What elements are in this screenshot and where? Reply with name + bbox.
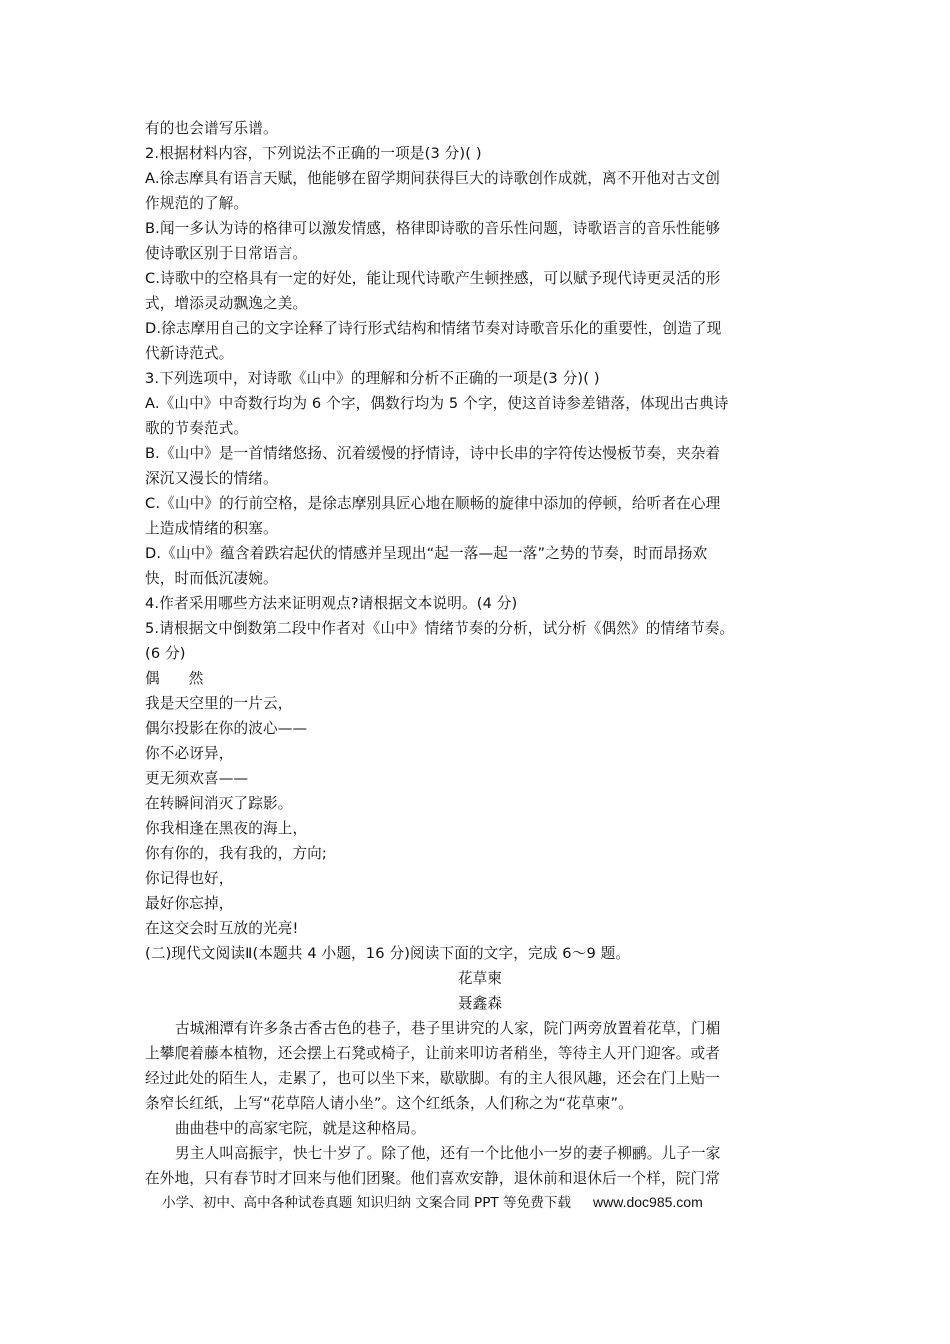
option-c-line: C.诗歌中的空格具有一定的好处，能让现代诗歌产生顿挫感，可以赋予现代诗更灵活的形 — [145, 270, 721, 287]
poem-title: 偶 然 — [145, 670, 204, 687]
option-c-line: C.《山中》的行前空格，是徐志摩别具匠心地在顺畅的旋律中添加的停顿，给听者在心理 — [145, 495, 721, 512]
section-heading: (二)现代文阅读Ⅱ(本题共 4 小题，16 分)阅读下面的文字，完成 6～9 题。 — [145, 945, 631, 962]
poem-line: 在转瞬间消灭了踪影。 — [145, 795, 293, 812]
option-b-line: B.闻一多认为诗的格律可以激发情感，格律即诗歌的音乐性问题，诗歌语言的音乐性能够 — [145, 220, 721, 237]
poem-line: 更无须欢喜—— — [145, 770, 249, 787]
option-a-line: A.徐志摩具有语言天赋，他能够在留学期间获得巨大的诗歌创作成就，离不开他对古文创 — [145, 170, 720, 187]
poem-line: 偶尔投影在你的波心—— — [145, 720, 308, 737]
option-d-line: 快，时而低沉凄婉。 — [145, 570, 278, 587]
option-d-line: D.《山中》蕴含着跌宕起伏的情感并呈现出“起一落—起一落”之势的节奏，时而昂扬欢 — [145, 545, 708, 562]
poem-line: 在这交会时互放的光亮! — [145, 920, 299, 937]
footer-text: 小学、初中、高中各种试卷真题 知识归纳 文案合同 PPT 等免费下载 — [162, 1195, 572, 1211]
footer-url[interactable]: www.doc985.com — [593, 1194, 703, 1210]
option-c-line: 式，增添灵动飘逸之美。 — [145, 295, 308, 312]
question-5: 5.请根据文中倒数第二段中作者对《山中》情绪节奏的分析，试分析《偶然》的情绪节奏。 — [145, 620, 735, 637]
story-paragraph-line: 男主人叫高振宇，快七十岁了。除了他，还有一个比他小一岁的妻子柳鹂。儿子一家 — [175, 1145, 721, 1162]
story-paragraph-line: 古城湘潭有许多条古香古色的巷子，巷子里讲究的人家，院门两旁放置着花草，门楣 — [175, 1020, 721, 1037]
text-line: 有的也会谱写乐谱。 — [145, 120, 278, 137]
poem-line: 你记得也好， — [145, 870, 234, 887]
question-3: 3.下列选项中，对诗歌《山中》的理解和分析不正确的一项是(3 分)( ) — [145, 370, 600, 387]
option-a-line: 作规范的了解。 — [145, 195, 249, 212]
poem-line: 我是天空里的一片云， — [145, 695, 293, 712]
poem-line: 你我相逢在黑夜的海上， — [145, 820, 308, 837]
story-paragraph-line: 上攀爬着藤本植物，还会摆上石凳或椅子，让前来叩访者稍坐，等待主人开门迎客。或者 — [145, 1045, 721, 1062]
option-d-line: D.徐志摩用自己的文字诠释了诗行形式结构和情绪节奏对诗歌音乐化的重要性，创造了现 — [145, 320, 722, 337]
story-paragraph-line: 曲曲巷中的高家宅院，就是这种格局。 — [175, 1120, 426, 1137]
question-5-points: (6 分) — [145, 645, 186, 662]
option-a-line: 歌的节奏范式。 — [145, 420, 249, 437]
option-a-line: A.《山中》中奇数行均为 6 个字，偶数行均为 5 个字，使这首诗参差错落，体现出古典诗 — [145, 395, 729, 412]
option-c-line: 上造成情绪的积塞。 — [145, 520, 278, 537]
option-b-line: B.《山中》是一首情绪悠扬、沉着缓慢的抒情诗，诗中长串的字符传达慢板节奏，夹杂着 — [145, 445, 721, 462]
poem-line: 你不必讶异， — [145, 745, 234, 762]
story-paragraph-line: 条窄长红纸，上写“花草陪人请小坐”。这个红纸条，人们称之为“花草柬”。 — [145, 1095, 633, 1112]
story-title: 花草柬 — [457, 970, 503, 987]
story-paragraph-line: 经过此处的陌生人，走累了，也可以坐下来，歇歇脚。有的主人很风趣，还会在门上贴一 — [145, 1070, 721, 1087]
question-4: 4.作者采用哪些方法来证明观点?请根据文本说明。(4 分) — [145, 595, 518, 612]
poem-line: 你有你的，我有我的，方向; — [145, 845, 327, 862]
story-author: 聂鑫森 — [457, 995, 503, 1012]
story-paragraph-line: 在外地，只有春节时才回来与他们团聚。他们喜欢安静，退休前和退休后一个样，院门常 — [145, 1170, 721, 1187]
option-b-line: 使诗歌区别于日常语言。 — [145, 245, 308, 262]
document-body — [145, 116, 815, 1191]
question-2: 2.根据材料内容，下列说法不正确的一项是(3 分)( ) — [145, 145, 482, 162]
page-footer — [162, 1192, 703, 1213]
poem-line: 最好你忘掉， — [145, 895, 234, 912]
option-b-line: 深沉又漫长的情绪。 — [145, 470, 278, 487]
option-d-line: 代新诗范式。 — [145, 345, 234, 362]
